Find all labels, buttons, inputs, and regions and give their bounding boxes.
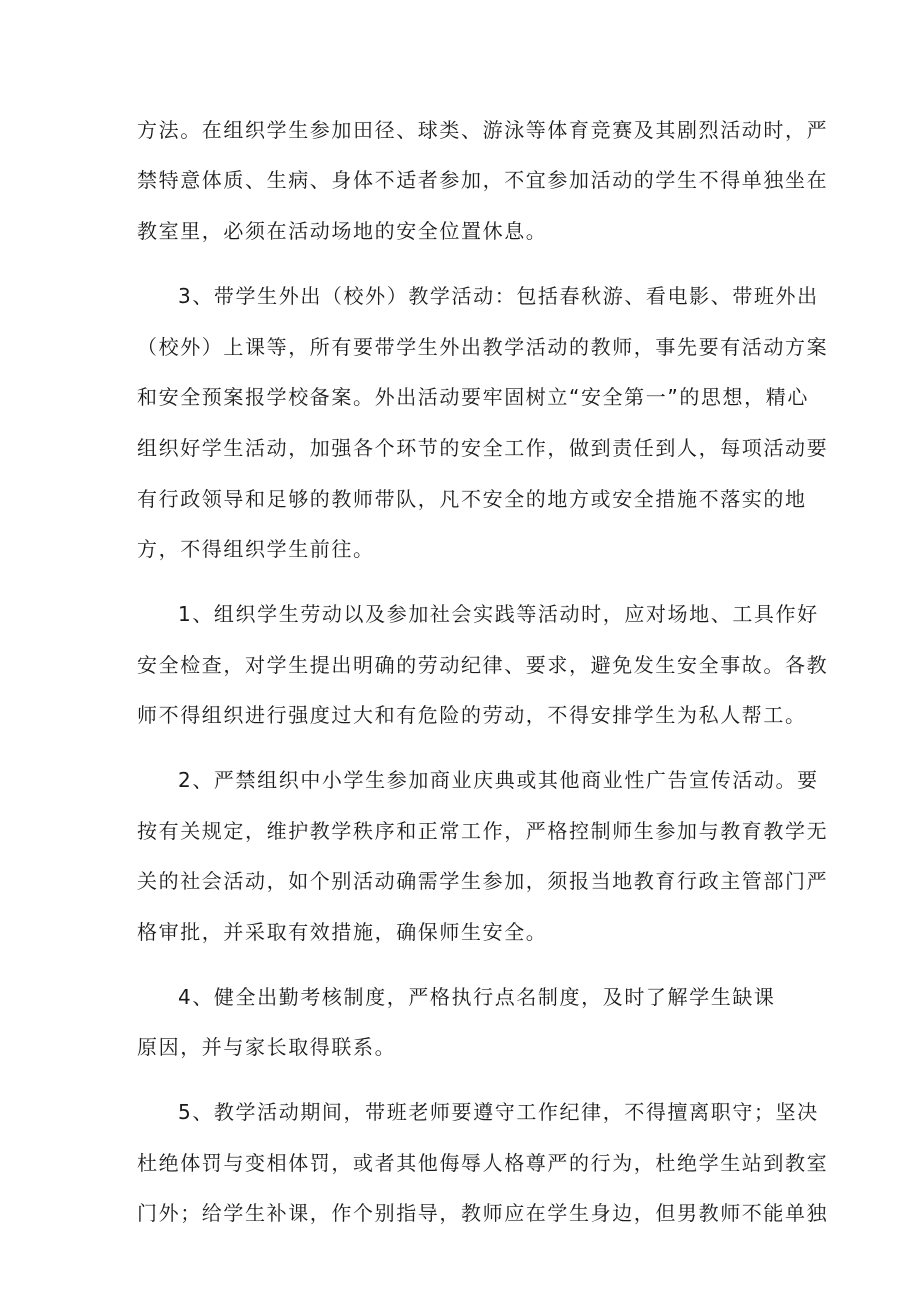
- text-line: （校外）上课等，所有要带学生外出教学活动的教师，事先要有活动方案: [137, 335, 829, 359]
- text-line: 关的社会活动，如个别活动确需学生参加，须报当地教育行政主管部门严: [137, 869, 829, 893]
- text-line: 2、严禁组织中小学生参加商业庆典或其他商业性广告宣传活动。要: [178, 768, 819, 792]
- text-line: 安全检查，对学生提出明确的劳动纪律、要求，避免发生安全事故。各教: [137, 653, 829, 677]
- text-line: 格审批，并采取有效措施，确保师生安全。: [137, 920, 548, 944]
- text-line: 1、组织学生劳动以及参加社会实践等活动时，应对场地、工具作好: [178, 602, 819, 626]
- text-line: 方，不得组织学生前往。: [137, 537, 375, 561]
- text-line: 方法。在组织学生参加田径、球类、游泳等体育竞赛及其剧烈活动时，严: [137, 118, 829, 142]
- text-line: 4、健全出勤考核制度，严格执行点名制度，及时了解学生缺课: [178, 985, 776, 1009]
- text-line: 教室里，必须在活动场地的安全位置休息。: [137, 219, 548, 243]
- text-line: 有行政领导和足够的教师带队，凡不安全的地方或安全措施不落实的地: [137, 487, 807, 511]
- text-line: 杜绝体罚与变相体罚，或者其他侮辱人格尊严的行为，杜绝学生站到教室: [137, 1151, 829, 1175]
- text-line: 组织好学生活动，加强各个环节的安全工作，做到责任到人，每项活动要: [137, 436, 829, 460]
- text-line: 师不得组织进行强度过大和有危险的劳动，不得安排学生为私人帮工。: [137, 703, 807, 727]
- text-line: 3、带学生外出（校外）教学活动：包括春秋游、看电影、带班外出: [178, 284, 819, 308]
- text-line: 原因，并与家长取得联系。: [137, 1035, 397, 1059]
- text-line: 禁特意体质、生病、身体不适者参加，不宜参加活动的学生不得单独坐在: [137, 168, 829, 192]
- text-line: 5、教学活动期间，带班老师要遵守工作纪律，不得擅离职守；坚决: [178, 1100, 819, 1124]
- text-line: 门外；给学生补课，作个别指导，教师应在学生身边，但男教师不能单独: [137, 1201, 829, 1225]
- text-line: 和安全预案报学校备案。外出活动要牢固树立“安全第一”的思想，精心: [137, 385, 809, 409]
- text-line: 按有关规定，维护教学秩序和正常工作，严格控制师生参加与教育教学无: [137, 819, 829, 843]
